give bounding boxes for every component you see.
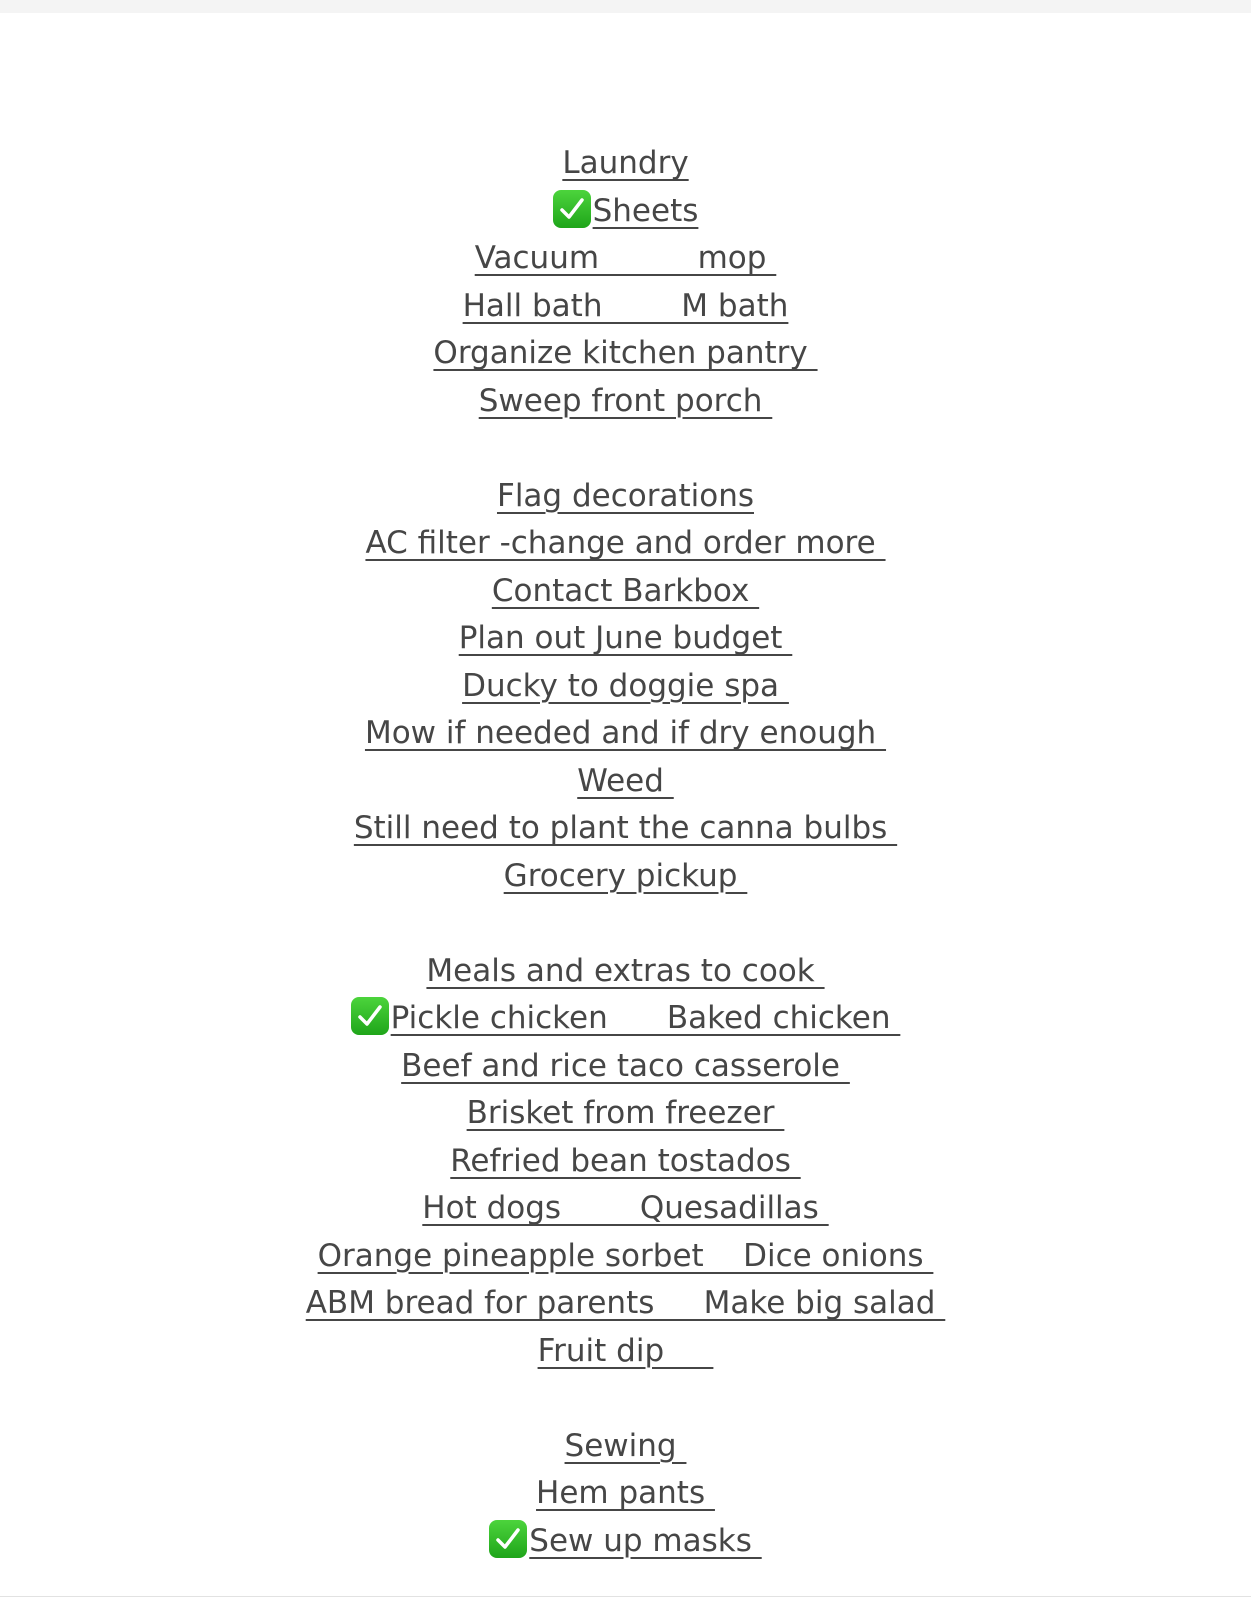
note-line[interactable] <box>0 1280 1251 1328</box>
note-line[interactable] <box>0 283 1251 331</box>
note-body[interactable] <box>0 140 1251 1565</box>
note-line[interactable] <box>0 995 1251 1043</box>
note-line-text: ABM bread for parents Make big salad <box>305 1285 946 1321</box>
note-line-text: Meals and extras to cook <box>426 952 825 989</box>
note-line-text: AC filter -change and order more <box>365 525 886 561</box>
check-mark-icon <box>553 190 591 228</box>
blank-line <box>0 900 1251 948</box>
note-line[interactable] <box>0 805 1251 853</box>
note-line[interactable] <box>0 1470 1251 1518</box>
note-line-text: Hall bath M bath <box>462 287 789 324</box>
note-line[interactable] <box>0 853 1251 901</box>
note-line[interactable] <box>0 1328 1251 1376</box>
note-line[interactable] <box>0 378 1251 426</box>
note-line-text: Grocery pickup <box>503 857 748 894</box>
note-line-text: Plan out June budget <box>458 620 793 656</box>
note-line-text: Orange pineapple sorbet Dice onions <box>317 1237 934 1274</box>
note-line[interactable] <box>0 473 1251 521</box>
note-line[interactable] <box>0 1518 1251 1566</box>
bottom-divider <box>0 1596 1251 1597</box>
note-line[interactable] <box>0 140 1251 188</box>
note-line[interactable] <box>0 1043 1251 1091</box>
note-line-text: Organize kitchen pantry <box>433 335 818 371</box>
note-line-text: Sheets <box>592 192 699 229</box>
note-line-text: Sweep front porch <box>478 382 773 419</box>
note-line[interactable] <box>0 710 1251 758</box>
note-line-text: Brisket from freezer <box>466 1095 785 1131</box>
note-line-text: Contact Barkbox <box>491 572 760 609</box>
note-line-text: Sewing <box>564 1427 687 1464</box>
note-line[interactable] <box>0 235 1251 283</box>
note-line[interactable] <box>0 1185 1251 1233</box>
note-line-text: Ducky to doggie spa <box>462 667 789 704</box>
note-line-text: Weed <box>577 762 674 799</box>
note-line-text: Hot dogs Quesadillas <box>422 1190 829 1226</box>
note-line[interactable] <box>0 568 1251 616</box>
note-line-text: Still need to plant the canna bulbs <box>353 810 898 846</box>
note-line[interactable] <box>0 1233 1251 1281</box>
note-line[interactable] <box>0 330 1251 378</box>
note-line-text: Mow if needed and if dry enough <box>364 715 887 751</box>
note-line-text: Beef and rice taco casserole <box>401 1047 850 1084</box>
note-line-text: Refried bean tostados <box>450 1142 801 1179</box>
note-line[interactable] <box>0 1138 1251 1186</box>
note-line[interactable] <box>0 615 1251 663</box>
blank-line <box>0 425 1251 473</box>
note-line[interactable] <box>0 1090 1251 1138</box>
note-line-text: Fruit dip <box>537 1332 714 1369</box>
note-line[interactable] <box>0 758 1251 806</box>
note-line-text: Hem pants <box>536 1475 715 1511</box>
note-line[interactable] <box>0 663 1251 711</box>
note-line-text: Pickle chicken Baked chicken <box>390 1000 901 1036</box>
note-line-text: Sew up masks <box>529 1522 762 1559</box>
note-line[interactable] <box>0 520 1251 568</box>
blank-line <box>0 1375 1251 1423</box>
note-line[interactable] <box>0 1423 1251 1471</box>
check-mark-icon <box>351 997 389 1035</box>
note-line-text: Laundry <box>562 145 689 181</box>
note-line-text: Flag decorations <box>496 477 754 514</box>
note-line[interactable] <box>0 188 1251 236</box>
top-strip <box>0 0 1251 13</box>
note-line[interactable] <box>0 948 1251 996</box>
check-mark-icon <box>489 1520 527 1558</box>
note-line-text: Vacuum mop <box>474 240 777 276</box>
